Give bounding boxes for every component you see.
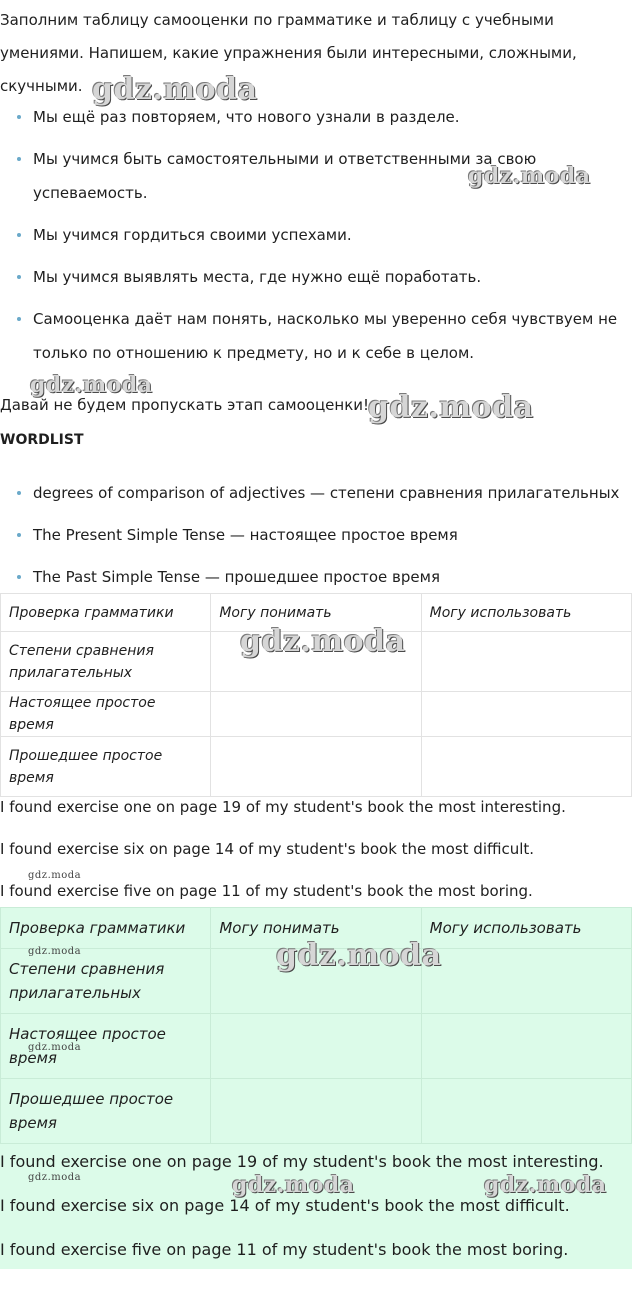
table-cell — [421, 692, 631, 737]
table-row — [1, 632, 632, 692]
wordlist-title: WORDLIST — [0, 432, 84, 448]
list-item: Мы ещё раз повторяем, что нового узнали в разделе. — [0, 100, 632, 134]
table-row-label: Настоящее простое время — [1, 1014, 211, 1079]
list-item: Самооценка даёт нам понять, насколько мы уверенно себя чувствуем не только по отношению к предмету, но и к себе в целом. — [0, 302, 632, 370]
table-header-cell: Проверка грамматики — [1, 594, 211, 632]
watermark: gdz.moda — [276, 938, 442, 973]
watermark: gdz.moda — [28, 1172, 82, 1183]
answer-text: I found exercise five on page 11 of my student's book the most boring. — [0, 1240, 569, 1259]
table-cell — [211, 949, 421, 1014]
table-cell — [421, 949, 631, 1014]
table-row-label: Прошедшее простое время — [1, 1079, 211, 1144]
watermark: gdz.moda — [468, 163, 591, 189]
answer-text: I found exercise six on page 14 of my student's book the most difficult. — [0, 1196, 570, 1215]
list-item: The Present Simple Tense — настоящее простое время — [0, 518, 632, 552]
list-item: The Past Simple Tense — прошедшее простое время — [0, 560, 632, 594]
table-row-label: Степени сравнения прилагательных — [1, 632, 211, 692]
table-cell — [421, 1014, 631, 1079]
table-row — [1, 692, 632, 737]
table-row-label: Прошедшее простое время — [1, 737, 211, 797]
watermark: gdz.moda — [232, 1172, 355, 1198]
table-cell — [421, 737, 631, 797]
list-item: degrees of comparison of adjectives — степени сравнения прилагательных — [0, 476, 632, 510]
watermark: gdz.moda — [484, 1172, 607, 1198]
solution-block — [0, 907, 632, 1269]
intro-text: Заполним таблицу самооценки по грамматике и таблицу с учебными умениями. Напишем, какие упражнения были интересными, сложными, скучными. — [0, 11, 577, 95]
table-cell — [211, 692, 421, 737]
table-row — [1, 1079, 632, 1144]
answer-text: I found exercise one on page 19 of my student's book the most interesting. — [0, 798, 566, 816]
outro-text: Давай не будем пропускать этап самооценки! — [0, 396, 370, 414]
watermark: gdz.moda — [368, 390, 534, 425]
table-cell — [211, 1079, 421, 1144]
answer-text: I found exercise six on page 14 of my student's book the most difficult. — [0, 840, 535, 858]
table-cell — [211, 1014, 421, 1079]
table-header-cell: Могу использовать — [421, 594, 631, 632]
table-header-cell: Проверка грамматики — [1, 908, 211, 949]
answer-text: I found exercise five on page 11 of my student's book the most boring. — [0, 882, 533, 900]
table-header-row — [1, 594, 632, 632]
table-cell — [211, 632, 421, 692]
watermark: gdz.moda — [30, 372, 153, 398]
grammar-table-solution — [0, 907, 632, 1144]
table-header-cell: Могу понимать — [211, 908, 421, 949]
watermark: gdz.moda — [92, 72, 258, 107]
answers-section — [0, 790, 632, 916]
watermark: gdz.moda — [28, 946, 82, 957]
table-row — [1, 949, 632, 1014]
answer-text: I found exercise one on page 19 of my student's book the most interesting. — [0, 1152, 604, 1171]
benefits-list — [0, 100, 632, 378]
wordlist — [0, 476, 632, 602]
answers-section — [0, 1147, 632, 1279]
list-item: Мы учимся гордиться своими успехами. — [0, 218, 632, 252]
table-row-label: Настоящее простое время — [1, 692, 211, 737]
table-cell — [421, 1079, 631, 1144]
grammar-table — [0, 593, 632, 797]
table-row — [1, 737, 632, 797]
table-cell — [211, 737, 421, 797]
table-header-row — [1, 908, 632, 949]
list-item: Мы учимся выявлять места, где нужно ещё поработать. — [0, 260, 632, 294]
watermark: gdz.moda — [28, 870, 82, 881]
table-row — [1, 1014, 632, 1079]
table-header-cell: Могу использовать — [421, 908, 631, 949]
table-cell — [421, 632, 631, 692]
watermark: gdz.moda — [28, 1042, 82, 1053]
list-item: Мы учимся быть самостоятельными и ответственными за свою успеваемость. — [0, 142, 632, 210]
table-header-cell: Могу понимать — [211, 594, 421, 632]
watermark: gdz.moda — [240, 624, 406, 659]
table-row-label: Степени сравнения прилагательных — [1, 949, 211, 1014]
